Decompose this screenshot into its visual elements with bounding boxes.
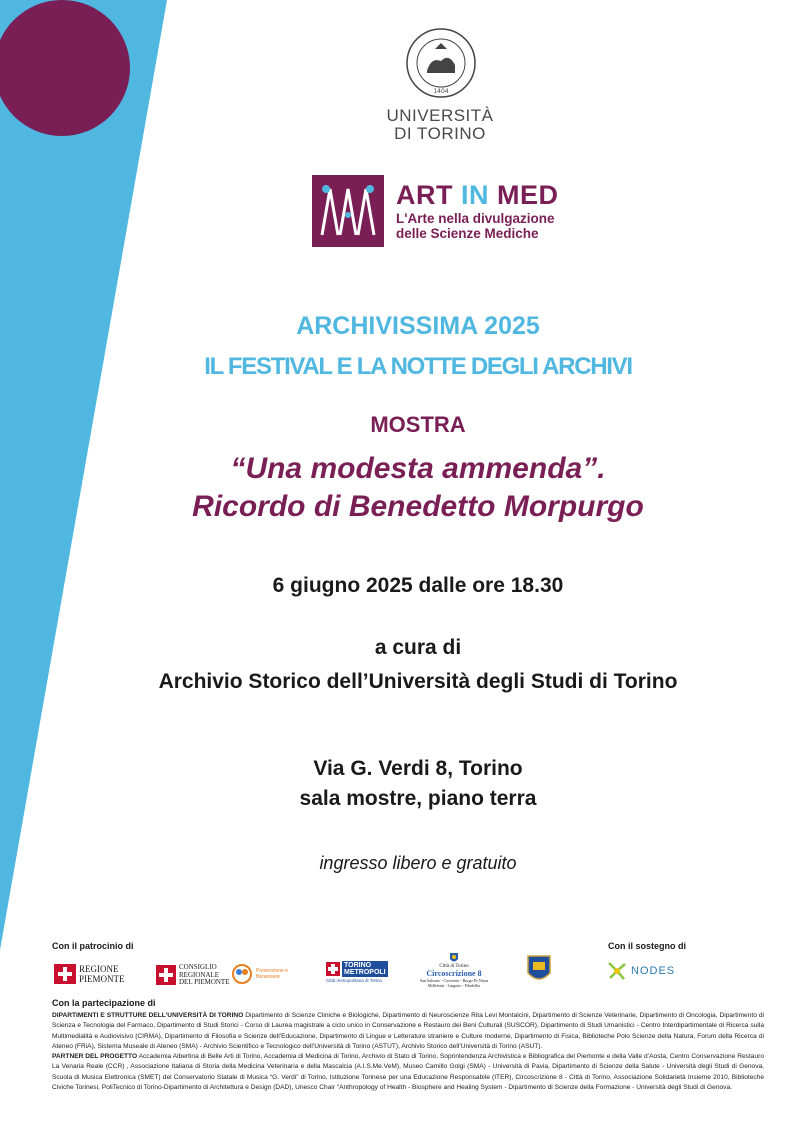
exhibition-label: MOSTRA bbox=[370, 412, 466, 437]
stati-generali-logo: Prevenzione e Benessere bbox=[231, 963, 292, 985]
participants-text bbox=[52, 1011, 764, 1093]
people-circle-icon bbox=[231, 963, 253, 985]
artinmed-subtitle-line2: delle Scienze Mediche bbox=[396, 226, 539, 241]
svg-text:1404: 1404 bbox=[433, 88, 449, 95]
consiglio-regionale-logo: CONSIGLIO REGIONALE DEL PIEMONTE bbox=[156, 964, 229, 987]
torino-bull-crest-icon bbox=[449, 952, 459, 964]
festival-subtitle: IL FESTIVAL E LA NOTTE DEGLI ARCHIVI bbox=[204, 353, 632, 380]
event-date: 6 giugno 2025 dalle ore 18.30 bbox=[272, 574, 564, 597]
partner-label: PARTNER DEL PROGETTO bbox=[52, 1053, 138, 1061]
artinmed-logo-icon bbox=[312, 175, 384, 247]
admission-note: ingresso libero e gratuito bbox=[319, 853, 517, 873]
participation-label: Con la partecipazione di bbox=[52, 998, 156, 1008]
artinmed-title-med: MED bbox=[497, 180, 559, 210]
patronage-label: Con il patrocinio di bbox=[52, 941, 134, 951]
curator-name: Archivio Storico dell’Università degli Studi di Torino bbox=[158, 670, 678, 693]
partner-text: Accademia Albertina di Belle Arti di Torino, Accademia di Medicina di Torino, Archivio di Stato di Torino, Soprintendenza Archivistica e Bibliografica del Piemonte e della Valle d’Aosta, Centro Conservazione Restauro La Venaria Reale (CCR) , Associazione Italiana di Storia della Medicina Veterinaria e della Mascalcia (A.I.S.Me.VeM), Museo Camillo Golgi (SMA) - Università di Pavia, Dipartimento di Scienze della Salute - Università degli Studi di Genova, Scuola di Musica Elettronica (SMET) del Conservatorio Statale di Musica “G. Verdi” di Torino, Istituzione Torinese per una Educazione Responsabile (ITER), Circoscrizione 8 - Città di Torino, Associazione Solidarietà Insieme 2010, Biblioteche Civiche Torinesi, PoliTecnico di Torino-Dipartimento di Architettura e Design (DAD), Unesco Chair “Anthropology of Health - Biosphere and Healing System - Dipartimento di Scienze della Formazione - Università degli Studi di Genova. bbox=[52, 1053, 764, 1092]
university-seal-icon bbox=[405, 27, 477, 99]
exhibition-title-line1: “Una modesta ammenda”. bbox=[230, 452, 606, 485]
exhibition-title-line2: Ricordo di Benedetto Morpurgo bbox=[192, 490, 644, 523]
nodes-leaf-icon bbox=[606, 960, 628, 982]
address-line1: Via G. Verdi 8, Torino bbox=[313, 757, 523, 780]
dipartimenti-text: Dipartimento di Scienze Cliniche e Biologiche, Dipartimento di Neuroscienze Rita Levi Montalcini, Dipartimento di Scienze Veterinarie, Dipartimento di Oncologia, Dipartimento di Scienza e Tecnologia del Farmaco, Dipartimento di Studi Storici - Corso di Laurea magistrale a ciclo unico in Conservazione e Restauro dei Beni Culturali (SUSCOR), Dipartimento di Studi Umanistici - Centro Interdipartimentale di Ricerca sulla Multimedialità e Audiovisivo (CIRMA), Dipartimento di Filosofia e Scienze dell’Educazione, Dipartimento di Lingue e Letterature straniere e Culture moderne, Dipartimento di Fisica, Biblioteche Polo Scienze della Natura, Forum della Ricerca di Ateneo (FRiA), Sistema Museale di Ateneo (SMA) - Archivio Scientifico e Tecnologico dell’Università di Torino (ASTUT), Archivio Storico dell’Università di Torino (ASUT). bbox=[52, 1012, 764, 1050]
purple-circle bbox=[0, 0, 130, 136]
torino-metropoli-logo: TORINO METROPOLI Città metropolitana di Torino bbox=[326, 961, 388, 983]
university-name-line2: DI TORINO bbox=[394, 124, 486, 143]
curated-label: a cura di bbox=[374, 636, 462, 659]
artinmed-title bbox=[396, 180, 559, 211]
metropoli-crest-icon bbox=[326, 962, 340, 976]
regione-crest-icon bbox=[54, 964, 76, 984]
address-line2: sala mostre, piano terra bbox=[299, 787, 537, 810]
nodes-logo: NODES bbox=[606, 960, 675, 982]
university-name-line1: UNIVERSITÀ bbox=[386, 106, 494, 125]
artinmed-title-art: ART bbox=[396, 180, 453, 210]
artinmed-title-in: IN bbox=[461, 180, 490, 210]
support-label: Con il sostegno di bbox=[608, 941, 686, 951]
artinmed-subtitle-line1: L'Arte nella divulgazione bbox=[396, 211, 555, 226]
dipartimenti-label: DIPARTIMENTI E STRUTTURE DELL’UNIVERSITÀ DI TORINO bbox=[52, 1012, 244, 1019]
consiglio-crest-icon bbox=[156, 965, 176, 985]
shield-badge-icon bbox=[527, 955, 551, 985]
circoscrizione-8-logo: Città di Torino Circoscrizione 8 San Salvario - Cavoretto - Borgo Po Nizza Millefonti - Lingotto - Filadelfia bbox=[414, 952, 494, 988]
festival-title: ARCHIVISSIMA 2025 bbox=[296, 312, 540, 340]
regione-piemonte-logo: REGIONE PIEMONTE bbox=[54, 964, 125, 984]
